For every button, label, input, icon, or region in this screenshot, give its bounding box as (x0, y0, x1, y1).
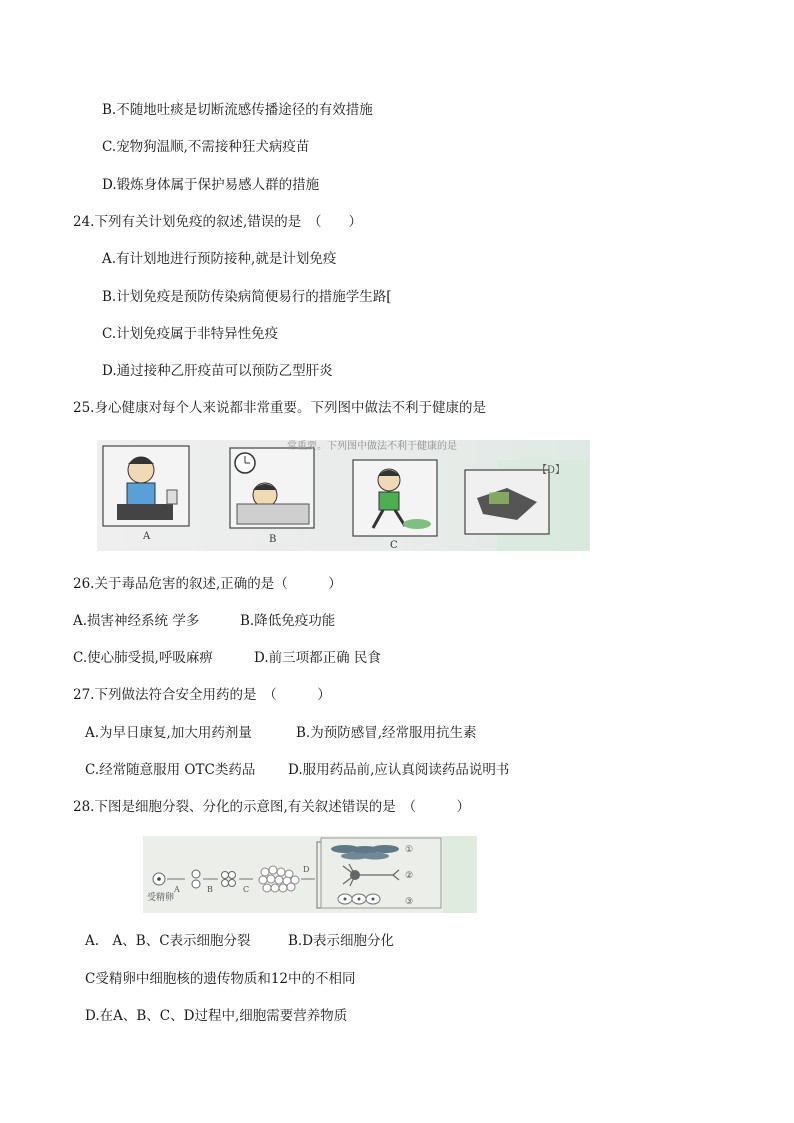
q25-image-caption: 常重要。下列图中做法不利于健康的是 (287, 441, 457, 452)
panel-b-icon (230, 448, 314, 528)
q23-option-b: B.不随地吐痰是切断流感传播途径的有效措施 (102, 102, 373, 118)
q26-option-d: D.前三项都正确 民食 (254, 650, 381, 666)
q24-option-a: A.有计划地进行预防接种,就是计划免疫 (102, 251, 337, 267)
q28-stem: 28.下图是细胞分裂、分化的示意图,有关叙述错误的是 （ ） (73, 799, 471, 815)
q28-arrow-d: D (303, 865, 310, 874)
q23-option-c: C.宠物狗温顺,不需接种狂犬病疫苗 (102, 139, 310, 155)
q27-option-b: B.为预防感冒,经常服用抗生素 (296, 725, 477, 741)
panel-d-icon (465, 470, 549, 534)
q26-option-b: B.降低免疫功能 (240, 613, 336, 629)
q28-arrow-b: B (207, 885, 213, 894)
q28-cell-diagram (143, 836, 477, 913)
q25-label-b: B (269, 534, 277, 545)
q25-label-c: C (390, 540, 398, 551)
q25-label-a: A (143, 531, 151, 542)
q27-stem: 27.下列做法符合安全用药的是 （ ） (73, 687, 331, 703)
q24-option-b: B.计划免疫是预防传染病简便易行的措施学生路[ (102, 289, 392, 305)
q28-egg-label: 受精卵 (147, 893, 175, 903)
q28-option-b: B.D表示细胞分化 (288, 933, 395, 949)
q25-health-illustration (97, 440, 590, 551)
q24-stem: 24.下列有关计划免疫的叙述,错误的是 （ ） (73, 214, 363, 230)
q24-option-d: D.通过接种乙肝疫苗可以预防乙型肝炎 (102, 363, 333, 379)
q28-arrow-a: A (174, 885, 180, 894)
panel-a-icon (103, 446, 189, 526)
q28-number-2: ② (405, 871, 414, 881)
q28-arrow-c: C (243, 885, 250, 894)
q25-stem: 25.身心健康对每个人来说都非常重要。下列图中做法不利于健康的是 (73, 400, 486, 416)
q28-option-c: C受精卵中细胞核的遗传物质和12中的不相同 (85, 971, 356, 987)
q28-number-3: ③ (405, 897, 414, 907)
q23-option-d: D.锻炼身体属于保护易感人群的措施 (102, 177, 320, 193)
q27-option-a: A.为早日康复,加大用药剂量 (85, 725, 252, 741)
q26-stem: 26.关于毒品危害的叙述,正确的是（ ） (73, 576, 342, 592)
panel-c-icon (353, 460, 437, 536)
q27-option-d: D.服用药品前,应认真阅读药品说明书 (288, 762, 510, 778)
q27-option-c: C.经常随意服用 OTC类药品 (85, 762, 256, 778)
q26-option-a: A.损害神经系统 学多 (73, 613, 200, 629)
q28-option-a: A. A、B、C表示细胞分裂 (85, 933, 251, 949)
q24-option-c: C.计划免疫属于非特异性免疫 (102, 326, 279, 342)
q28-option-d: D.在A、B、C、D过程中,细胞需要营养物质 (85, 1008, 348, 1024)
q25-image-answer: 【D】 (537, 465, 566, 476)
q26-option-c: C.使心肺受损,呼吸麻痹 (73, 650, 213, 666)
q28-number-1: ① (405, 845, 414, 855)
